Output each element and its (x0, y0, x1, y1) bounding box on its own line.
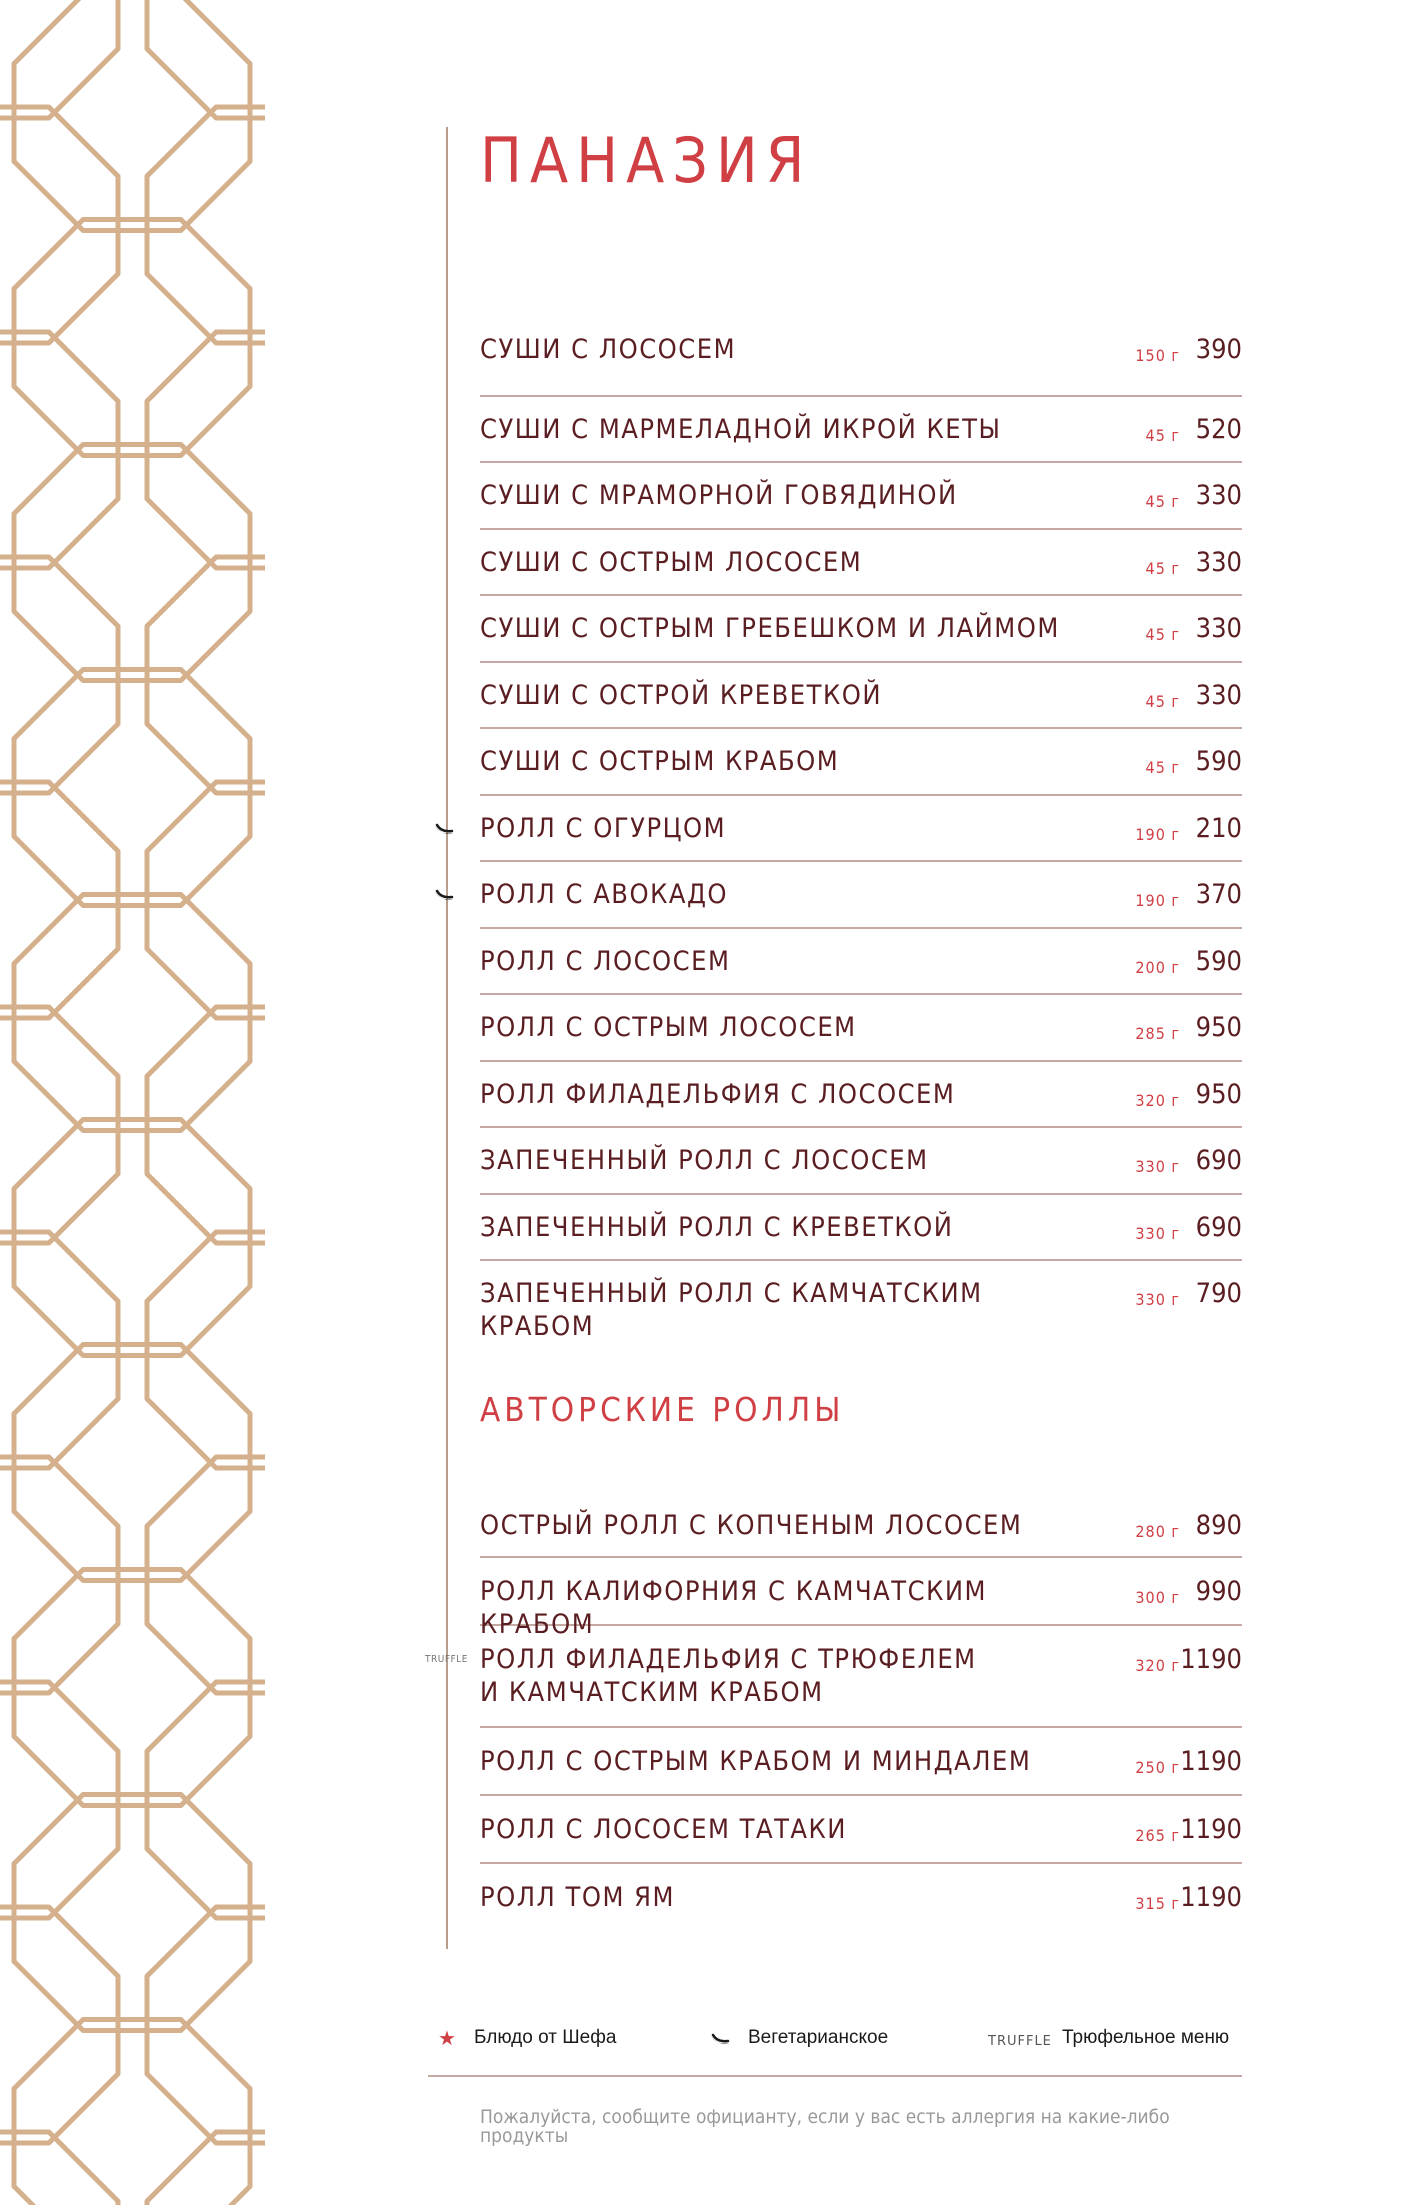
item-name: ОСТРЫЙ РОЛЛ С КОПЧЕНЫМ ЛОСОСЕМ (480, 1510, 1023, 1541)
item-price: 330 (1195, 679, 1242, 711)
item-price: 590 (1195, 746, 1242, 777)
item-weight: 320 г (1135, 1090, 1180, 1110)
item-price: 1190 (1180, 1882, 1242, 1913)
menu-item (480, 1195, 1242, 1262)
item-weight: 330 г (1135, 1157, 1180, 1176)
vegetarian-leaf-icon (432, 886, 458, 906)
item-price: 330 (1195, 480, 1242, 511)
item-name-line-1: РОЛЛ ФИЛАДЕЛЬФИЯ С ТРЮФЕЛЕМ (480, 1644, 977, 1675)
menu-item (480, 596, 1242, 663)
allergy-note: Пожалуйста, сообщите официанту, если у вас есть аллергия на какие-либо продукты (480, 2106, 1170, 2147)
menu-item (425, 1626, 1242, 1728)
legend-truffle-label: Трюфельное меню (1062, 2027, 1230, 2048)
menu-item (480, 663, 1242, 730)
menu-list-author-rolls (425, 1506, 1242, 1930)
item-price: 1190 (1180, 1746, 1242, 1777)
item-name: РОЛЛ С АВОКАДО (480, 879, 729, 910)
menu-item (480, 1864, 1242, 1930)
item-weight: 315 г (1135, 1894, 1180, 1913)
vegetarian-leaf-icon (708, 2030, 734, 2050)
item-price: 210 (1195, 812, 1242, 844)
item-weight: 45 г (1145, 492, 1180, 511)
item-weight: 45 г (1145, 425, 1180, 445)
legend-vegetarian-label: Вегетарианское (748, 2027, 889, 2048)
item-weight: 300 г (1135, 1588, 1180, 1607)
menu-item (480, 995, 1242, 1062)
item-name: РОЛЛ С ЛОСОСЕМ (480, 945, 731, 977)
vertical-rule (446, 127, 448, 1949)
item-price: 520 (1195, 413, 1242, 445)
item-price: 390 (1195, 334, 1242, 365)
item-price: 990 (1195, 1576, 1242, 1607)
item-name: РОЛЛ С ОСТРЫМ ЛОСОСЕМ (480, 1012, 857, 1043)
item-name: СУШИ С МАРМЕЛАДНОЙ ИКРОЙ КЕТЫ (480, 413, 1002, 445)
item-weight: 200 г (1135, 957, 1180, 977)
menu-item (480, 397, 1242, 464)
item-name-line-2: И КАМЧАТСКИМ КРАБОМ (480, 1677, 824, 1708)
item-name: РОЛЛ ТОМ ЯМ (480, 1882, 675, 1913)
item-name: СУШИ С ОСТРЫМ КРАБОМ (480, 746, 840, 777)
menu-item (480, 862, 1242, 929)
menu-item (480, 530, 1242, 597)
item-name (480, 1643, 1100, 1709)
decorative-pattern (0, 0, 265, 2205)
item-price: 890 (1195, 1510, 1242, 1541)
item-price: 690 (1195, 1145, 1242, 1176)
item-name: РОЛЛ ФИЛАДЕЛЬФИЯ С ЛОСОСЕМ (480, 1078, 956, 1110)
section-title-panasia: ПАНАЗИЯ (480, 124, 813, 197)
item-price: 790 (1195, 1278, 1242, 1309)
item-weight: 280 г (1135, 1522, 1180, 1541)
item-price: 690 (1195, 1211, 1242, 1243)
menu-item (480, 1558, 1242, 1640)
item-weight: 190 г (1135, 824, 1180, 844)
chef-star-icon: ★ (438, 2026, 456, 2050)
item-weight: 150 г (1135, 346, 1180, 365)
item-weight: 330 г (1135, 1223, 1180, 1243)
item-weight: 190 г (1135, 891, 1180, 910)
menu-item (480, 1728, 1242, 1796)
menu-item (480, 796, 1242, 863)
item-weight: 265 г (1135, 1826, 1180, 1845)
legend-chef-label: Блюдо от Шефа (474, 2027, 617, 2048)
item-name: РОЛЛ С ЛОСОСЕМ ТАТАКИ (480, 1814, 847, 1845)
item-weight: 45 г (1145, 758, 1180, 777)
item-name: СУШИ С МРАМОРНОЙ ГОВЯДИНОЙ (480, 480, 958, 511)
item-weight: 45 г (1145, 691, 1180, 711)
item-name: ЗАПЕЧЕННЫЙ РОЛЛ С КРЕВЕТКОЙ (480, 1211, 954, 1243)
item-price: 370 (1195, 879, 1242, 910)
item-name: СУШИ С ЛОСОСЕМ (480, 334, 737, 365)
truffle-icon: TRUFFLE (988, 2034, 1052, 2049)
item-price: 330 (1195, 613, 1242, 644)
item-name: СУШИ С ОСТРОЙ КРЕВЕТКОЙ (480, 679, 882, 711)
vegetarian-leaf-icon (432, 820, 458, 840)
legend-divider (428, 2075, 1242, 2077)
item-name: СУШИ С ОСТРЫМ ЛОСОСЕМ (480, 546, 863, 578)
menu-item (480, 729, 1242, 796)
item-price: 1190 (1180, 1644, 1242, 1675)
menu-item (480, 330, 1242, 397)
item-price: 950 (1195, 1078, 1242, 1110)
menu-item (480, 1796, 1242, 1864)
menu-item (480, 1128, 1242, 1195)
truffle-tag: TRUFFLE (425, 1654, 468, 1665)
section-title-author-rolls: АВТОРСКИЕ РОЛЛЫ (480, 1390, 845, 1429)
item-name: РОЛЛ КАЛИФОРНИЯ С КАМЧАТСКИМ КРАБОМ (480, 1576, 987, 1640)
item-price: 950 (1195, 1012, 1242, 1043)
menu-item (480, 1506, 1242, 1558)
item-weight: 45 г (1145, 625, 1180, 644)
menu-item (480, 463, 1242, 530)
item-name: РОЛЛ С ОСТРЫМ КРАБОМ И МИНДАЛЕМ (480, 1746, 1032, 1777)
menu-item (480, 1062, 1242, 1129)
item-price: 1190 (1180, 1814, 1242, 1845)
menu-item (480, 929, 1242, 996)
item-weight: 330 г (1135, 1290, 1180, 1309)
item-name: ЗАПЕЧЕННЫЙ РОЛЛ С КАМЧАТСКИМ КРАБОМ (480, 1278, 983, 1342)
item-weight: 285 г (1135, 1024, 1180, 1043)
item-price: 590 (1195, 945, 1242, 977)
menu-list-panasia (480, 330, 1242, 1342)
item-name: СУШИ С ОСТРЫМ ГРЕБЕШКОМ И ЛАЙМОМ (480, 613, 1060, 644)
item-weight: 320 г (1135, 1656, 1180, 1675)
item-name: РОЛЛ С ОГУРЦОМ (480, 812, 727, 844)
item-price: 330 (1195, 546, 1242, 578)
menu-item (480, 1261, 1242, 1342)
item-weight: 250 г (1135, 1758, 1180, 1777)
item-weight: 45 г (1145, 558, 1180, 578)
item-name: ЗАПЕЧЕННЫЙ РОЛЛ С ЛОСОСЕМ (480, 1145, 929, 1176)
